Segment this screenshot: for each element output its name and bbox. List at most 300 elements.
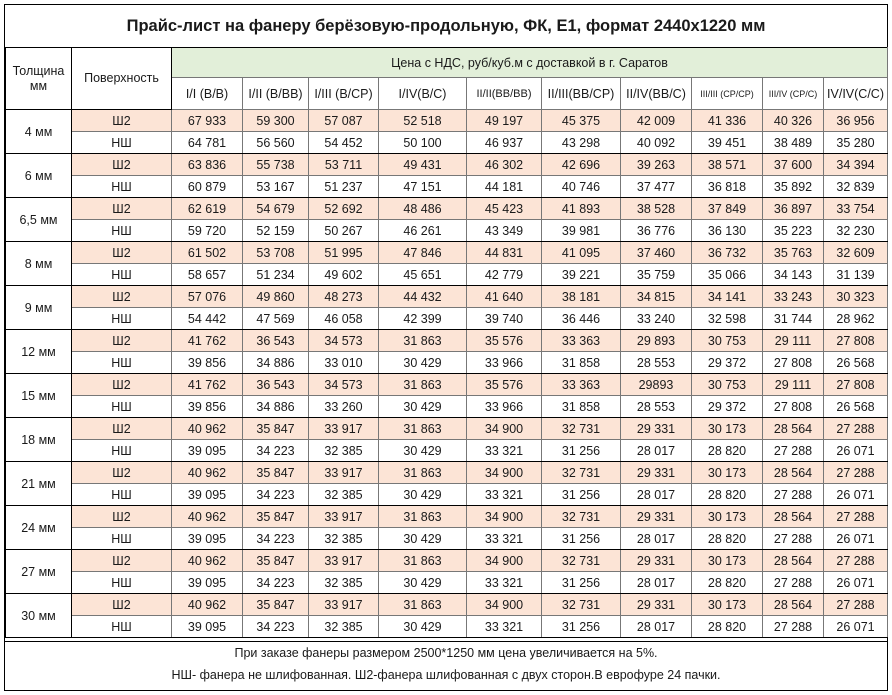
- footer-note-size: При заказе фанеры размером 2500*1250 мм цена увеличивается на 5%.: [234, 646, 658, 660]
- price-cell: 57 087: [309, 110, 379, 132]
- price-cell: 34 223: [243, 616, 309, 638]
- price-cell: 52 692: [309, 198, 379, 220]
- price-cell: 29893: [621, 374, 692, 396]
- surface-cell: НШ: [72, 352, 172, 374]
- price-cell: 33 321: [467, 484, 542, 506]
- price-cell: 35 066: [692, 264, 763, 286]
- price-cell: 41 762: [172, 374, 243, 396]
- price-cell: 34 141: [692, 286, 763, 308]
- price-cell: 38 489: [763, 132, 824, 154]
- price-cell: 30 753: [692, 374, 763, 396]
- price-cell: 29 372: [692, 352, 763, 374]
- table-row: [6, 572, 888, 594]
- price-cell: 32 731: [542, 594, 621, 616]
- surface-cell: Ш2: [72, 330, 172, 352]
- price-cell: 32 230: [824, 220, 888, 242]
- page-title: Прайс-лист на фанеру берёзовую-продольную, ФК, Е1, формат 2440х1220 мм: [5, 5, 887, 48]
- price-cell: 28 564: [763, 506, 824, 528]
- price-cell: 32 609: [824, 242, 888, 264]
- price-cell: 37 600: [763, 154, 824, 176]
- price-cell: 30 173: [692, 418, 763, 440]
- price-cell: 47 151: [379, 176, 467, 198]
- price-cell: 28 820: [692, 484, 763, 506]
- price-cell: 45 651: [379, 264, 467, 286]
- price-cell: 35 763: [763, 242, 824, 264]
- surface-cell: НШ: [72, 308, 172, 330]
- surface-cell: НШ: [72, 484, 172, 506]
- price-cell: 34 223: [243, 484, 309, 506]
- price-cell: 40 962: [172, 594, 243, 616]
- price-cell: 28 553: [621, 396, 692, 418]
- price-cell: 39 263: [621, 154, 692, 176]
- thickness-cell: 12 мм: [6, 330, 72, 374]
- price-cell: 30 429: [379, 352, 467, 374]
- price-cell: 32 385: [309, 440, 379, 462]
- price-cell: 31 858: [542, 352, 621, 374]
- price-cell: 27 288: [824, 594, 888, 616]
- grade-header: II/III(BB/CP): [542, 78, 621, 110]
- table-row: [6, 616, 888, 638]
- price-cell: 34 900: [467, 594, 542, 616]
- price-cell: 28 820: [692, 616, 763, 638]
- table-row: [6, 506, 888, 528]
- grade-header: III/IV (CP/C): [763, 78, 824, 110]
- price-cell: 36 776: [621, 220, 692, 242]
- thickness-cell: 9 мм: [6, 286, 72, 330]
- price-cell: 35 576: [467, 374, 542, 396]
- price-cell: 31 863: [379, 594, 467, 616]
- price-cell: 45 423: [467, 198, 542, 220]
- price-cell: 29 111: [763, 374, 824, 396]
- surface-cell: Ш2: [72, 198, 172, 220]
- table-row: [6, 418, 888, 440]
- price-cell: 33 321: [467, 616, 542, 638]
- price-cell: 34 900: [467, 506, 542, 528]
- price-cell: 35 759: [621, 264, 692, 286]
- table-row: [6, 440, 888, 462]
- price-cell: 64 781: [172, 132, 243, 154]
- price-cell: 36 897: [763, 198, 824, 220]
- surface-cell: НШ: [72, 176, 172, 198]
- price-cell: 27 288: [763, 528, 824, 550]
- price-cell: 52 159: [243, 220, 309, 242]
- price-cell: 33 321: [467, 572, 542, 594]
- surface-cell: Ш2: [72, 418, 172, 440]
- table-row: [6, 220, 888, 242]
- price-cell: 50 100: [379, 132, 467, 154]
- price-cell: 48 486: [379, 198, 467, 220]
- price-cell: 34 223: [243, 572, 309, 594]
- price-cell: 28 564: [763, 550, 824, 572]
- price-cell: 54 452: [309, 132, 379, 154]
- table-row: [6, 198, 888, 220]
- price-cell: 35 847: [243, 506, 309, 528]
- price-cell: 31 863: [379, 550, 467, 572]
- price-cell: 30 323: [824, 286, 888, 308]
- price-cell: 38 528: [621, 198, 692, 220]
- price-cell: 33 917: [309, 462, 379, 484]
- table-row: [6, 264, 888, 286]
- price-cell: 49 602: [309, 264, 379, 286]
- price-cell: 30 173: [692, 462, 763, 484]
- table-row: [6, 176, 888, 198]
- surface-cell: НШ: [72, 396, 172, 418]
- price-cell: 53 708: [243, 242, 309, 264]
- surface-cell: Ш2: [72, 462, 172, 484]
- price-cell: 27 808: [763, 396, 824, 418]
- surface-cell: НШ: [72, 528, 172, 550]
- price-cell: 26 071: [824, 484, 888, 506]
- price-cell: 34 223: [243, 440, 309, 462]
- price-cell: 63 836: [172, 154, 243, 176]
- price-cell: 30 173: [692, 550, 763, 572]
- surface-cell: НШ: [72, 440, 172, 462]
- price-cell: 39 095: [172, 528, 243, 550]
- surface-cell: Ш2: [72, 242, 172, 264]
- price-cell: 27 288: [824, 550, 888, 572]
- price-cell: 31 863: [379, 374, 467, 396]
- price-cell: 28 820: [692, 528, 763, 550]
- price-cell: 41 095: [542, 242, 621, 264]
- price-cell: 32 385: [309, 572, 379, 594]
- table-row: [6, 374, 888, 396]
- price-cell: 43 349: [467, 220, 542, 242]
- price-cell: 40 326: [763, 110, 824, 132]
- thickness-cell: 6,5 мм: [6, 198, 72, 242]
- thickness-header: Толщина мм: [6, 48, 72, 110]
- price-cell: 30 429: [379, 396, 467, 418]
- price-cell: 33 321: [467, 528, 542, 550]
- price-cell: 49 431: [379, 154, 467, 176]
- price-cell: 42 009: [621, 110, 692, 132]
- table-row: [6, 528, 888, 550]
- price-cell: 54 679: [243, 198, 309, 220]
- price-list-sheet: [4, 4, 888, 691]
- price-cell: 29 372: [692, 396, 763, 418]
- price-cell: 32 385: [309, 528, 379, 550]
- price-cell: 35 280: [824, 132, 888, 154]
- price-cell: 34 815: [621, 286, 692, 308]
- price-cell: 49 197: [467, 110, 542, 132]
- price-cell: 31 863: [379, 462, 467, 484]
- price-cell: 34 223: [243, 528, 309, 550]
- grade-header: II/IV(BB/C): [621, 78, 692, 110]
- price-cell: 26 568: [824, 352, 888, 374]
- price-cell: 40 962: [172, 418, 243, 440]
- price-cell: 38 571: [692, 154, 763, 176]
- price-cell: 39 221: [542, 264, 621, 286]
- price-cell: 32 598: [692, 308, 763, 330]
- price-cell: 40 962: [172, 550, 243, 572]
- price-cell: 31 256: [542, 528, 621, 550]
- table-header: [6, 48, 888, 110]
- price-cell: 41 762: [172, 330, 243, 352]
- price-cell: 42 779: [467, 264, 542, 286]
- price-cell: 30 173: [692, 594, 763, 616]
- price-cell: 33 754: [824, 198, 888, 220]
- price-cell: 35 847: [243, 418, 309, 440]
- price-cell: 29 111: [763, 330, 824, 352]
- price-cell: 33 966: [467, 352, 542, 374]
- price-cell: 37 460: [621, 242, 692, 264]
- surface-header: Поверхность: [72, 48, 172, 110]
- price-cell: 35 892: [763, 176, 824, 198]
- price-cell: 30 429: [379, 572, 467, 594]
- thickness-cell: 8 мм: [6, 242, 72, 286]
- price-cell: 26 071: [824, 616, 888, 638]
- grade-header: I/I (B/B): [172, 78, 243, 110]
- price-cell: 35 223: [763, 220, 824, 242]
- price-cell: 39 095: [172, 440, 243, 462]
- thickness-cell: 4 мм: [6, 110, 72, 154]
- price-cell: 44 432: [379, 286, 467, 308]
- price-cell: 58 657: [172, 264, 243, 286]
- table-row: [6, 594, 888, 616]
- price-cell: 32 731: [542, 506, 621, 528]
- price-cell: 53 711: [309, 154, 379, 176]
- price-cell: 33 260: [309, 396, 379, 418]
- price-cell: 29 893: [621, 330, 692, 352]
- price-cell: 28 017: [621, 616, 692, 638]
- table-body: [6, 110, 888, 638]
- surface-cell: НШ: [72, 220, 172, 242]
- price-cell: 39 095: [172, 484, 243, 506]
- price-cell: 33 010: [309, 352, 379, 374]
- table-row: [6, 330, 888, 352]
- price-cell: 27 808: [824, 374, 888, 396]
- surface-cell: Ш2: [72, 286, 172, 308]
- price-cell: 33 240: [621, 308, 692, 330]
- price-cell: 28 553: [621, 352, 692, 374]
- price-cell: 40 746: [542, 176, 621, 198]
- price-cell: 36 446: [542, 308, 621, 330]
- price-cell: 31 863: [379, 418, 467, 440]
- price-cell: 30 429: [379, 484, 467, 506]
- thickness-cell: 18 мм: [6, 418, 72, 462]
- price-cell: 28 564: [763, 462, 824, 484]
- price-cell: 35 576: [467, 330, 542, 352]
- price-band-header: Цена с НДС, руб/куб.м с доставкой в г. Саратов: [172, 48, 888, 78]
- price-cell: 28 017: [621, 572, 692, 594]
- price-cell: 33 917: [309, 418, 379, 440]
- price-cell: 29 331: [621, 594, 692, 616]
- table-row: [6, 154, 888, 176]
- price-cell: 50 267: [309, 220, 379, 242]
- grade-header: I/IV(B/C): [379, 78, 467, 110]
- table-row: [6, 462, 888, 484]
- price-cell: 42 696: [542, 154, 621, 176]
- price-cell: 28 017: [621, 528, 692, 550]
- grade-header: II/II(BB/BB): [467, 78, 542, 110]
- price-cell: 27 808: [824, 330, 888, 352]
- price-table: [5, 47, 888, 638]
- surface-cell: НШ: [72, 264, 172, 286]
- surface-cell: Ш2: [72, 550, 172, 572]
- price-cell: 29 331: [621, 506, 692, 528]
- price-cell: 35 847: [243, 550, 309, 572]
- price-cell: 36 543: [243, 374, 309, 396]
- price-cell: 32 731: [542, 462, 621, 484]
- price-cell: 46 937: [467, 132, 542, 154]
- table-row: [6, 352, 888, 374]
- price-cell: 26 071: [824, 440, 888, 462]
- price-cell: 39 981: [542, 220, 621, 242]
- price-cell: 28 017: [621, 440, 692, 462]
- price-cell: 32 731: [542, 418, 621, 440]
- table-row: [6, 308, 888, 330]
- price-cell: 39 856: [172, 352, 243, 374]
- price-cell: 46 302: [467, 154, 542, 176]
- price-cell: 60 879: [172, 176, 243, 198]
- price-cell: 47 569: [243, 308, 309, 330]
- surface-cell: Ш2: [72, 506, 172, 528]
- surface-cell: НШ: [72, 132, 172, 154]
- price-cell: 32 731: [542, 550, 621, 572]
- price-cell: 59 720: [172, 220, 243, 242]
- price-cell: 44 831: [467, 242, 542, 264]
- thickness-cell: 21 мм: [6, 462, 72, 506]
- surface-cell: Ш2: [72, 110, 172, 132]
- price-cell: 51 237: [309, 176, 379, 198]
- price-cell: 28 820: [692, 440, 763, 462]
- price-cell: 55 738: [243, 154, 309, 176]
- price-cell: 40 962: [172, 506, 243, 528]
- price-cell: 43 298: [542, 132, 621, 154]
- footer-note-legend: НШ- фанера не шлифованная. Ш2-фанера шлифованная с двух сторон.В еврофуре 24 пачки.: [171, 668, 721, 682]
- price-cell: 35 847: [243, 462, 309, 484]
- price-cell: 28 820: [692, 572, 763, 594]
- surface-cell: НШ: [72, 572, 172, 594]
- price-cell: 33 917: [309, 506, 379, 528]
- table-row: [6, 242, 888, 264]
- price-cell: 33 917: [309, 594, 379, 616]
- price-cell: 26 071: [824, 572, 888, 594]
- price-cell: 33 363: [542, 330, 621, 352]
- price-cell: 32 385: [309, 484, 379, 506]
- thickness-cell: 30 мм: [6, 594, 72, 638]
- thickness-cell: 27 мм: [6, 550, 72, 594]
- price-cell: 33 917: [309, 550, 379, 572]
- price-cell: 29 331: [621, 462, 692, 484]
- thickness-cell: 6 мм: [6, 154, 72, 198]
- price-cell: 36 732: [692, 242, 763, 264]
- price-cell: 36 130: [692, 220, 763, 242]
- price-cell: 27 288: [763, 616, 824, 638]
- table-row: [6, 286, 888, 308]
- price-cell: 45 375: [542, 110, 621, 132]
- price-cell: 34 143: [763, 264, 824, 286]
- table-row: [6, 484, 888, 506]
- price-cell: 26 568: [824, 396, 888, 418]
- price-cell: 31 863: [379, 506, 467, 528]
- price-cell: 51 234: [243, 264, 309, 286]
- price-cell: 30 753: [692, 330, 763, 352]
- price-cell: 39 095: [172, 572, 243, 594]
- price-cell: 28 564: [763, 594, 824, 616]
- price-cell: 27 808: [763, 352, 824, 374]
- footer-notes: [5, 641, 887, 690]
- price-cell: 31 744: [763, 308, 824, 330]
- price-cell: 32 839: [824, 176, 888, 198]
- surface-cell: Ш2: [72, 154, 172, 176]
- grade-header: I/II (B/BB): [243, 78, 309, 110]
- surface-cell: Ш2: [72, 594, 172, 616]
- price-cell: 27 288: [824, 506, 888, 528]
- price-cell: 27 288: [763, 484, 824, 506]
- price-cell: 31 256: [542, 572, 621, 594]
- grade-header: IV/IV(C/C): [824, 78, 888, 110]
- price-cell: 29 331: [621, 418, 692, 440]
- price-cell: 59 300: [243, 110, 309, 132]
- price-cell: 33 321: [467, 440, 542, 462]
- price-cell: 48 273: [309, 286, 379, 308]
- price-cell: 28 017: [621, 484, 692, 506]
- table-row: [6, 132, 888, 154]
- price-cell: 41 893: [542, 198, 621, 220]
- price-cell: 41 640: [467, 286, 542, 308]
- thickness-cell: 24 мм: [6, 506, 72, 550]
- price-cell: 31 863: [379, 330, 467, 352]
- price-cell: 33 243: [763, 286, 824, 308]
- price-cell: 30 429: [379, 440, 467, 462]
- price-cell: 62 619: [172, 198, 243, 220]
- price-cell: 46 261: [379, 220, 467, 242]
- price-cell: 39 095: [172, 616, 243, 638]
- price-cell: 40 962: [172, 462, 243, 484]
- price-cell: 27 288: [824, 418, 888, 440]
- price-cell: 31 139: [824, 264, 888, 286]
- price-cell: 67 933: [172, 110, 243, 132]
- surface-cell: НШ: [72, 616, 172, 638]
- price-cell: 30 429: [379, 528, 467, 550]
- price-cell: 27 288: [763, 572, 824, 594]
- price-cell: 32 385: [309, 616, 379, 638]
- price-cell: 38 181: [542, 286, 621, 308]
- price-cell: 36 543: [243, 330, 309, 352]
- price-cell: 34 900: [467, 550, 542, 572]
- price-cell: 61 502: [172, 242, 243, 264]
- table-row: [6, 550, 888, 572]
- surface-cell: Ш2: [72, 374, 172, 396]
- price-cell: 34 394: [824, 154, 888, 176]
- price-cell: 37 477: [621, 176, 692, 198]
- price-cell: 27 288: [763, 440, 824, 462]
- price-cell: 30 173: [692, 506, 763, 528]
- price-cell: 46 058: [309, 308, 379, 330]
- price-cell: 53 167: [243, 176, 309, 198]
- price-cell: 47 846: [379, 242, 467, 264]
- price-cell: 31 256: [542, 440, 621, 462]
- thickness-cell: 15 мм: [6, 374, 72, 418]
- price-cell: 39 740: [467, 308, 542, 330]
- grade-header: I/III (B/CP): [309, 78, 379, 110]
- price-cell: 36 818: [692, 176, 763, 198]
- price-cell: 31 256: [542, 484, 621, 506]
- price-cell: 33 363: [542, 374, 621, 396]
- price-cell: 28 962: [824, 308, 888, 330]
- price-cell: 39 451: [692, 132, 763, 154]
- price-cell: 34 900: [467, 418, 542, 440]
- price-cell: 35 847: [243, 594, 309, 616]
- price-cell: 28 564: [763, 418, 824, 440]
- price-cell: 39 856: [172, 396, 243, 418]
- price-cell: 34 573: [309, 374, 379, 396]
- price-cell: 29 331: [621, 550, 692, 572]
- price-cell: 34 886: [243, 352, 309, 374]
- price-cell: 49 860: [243, 286, 309, 308]
- price-cell: 27 288: [824, 462, 888, 484]
- price-cell: 33 966: [467, 396, 542, 418]
